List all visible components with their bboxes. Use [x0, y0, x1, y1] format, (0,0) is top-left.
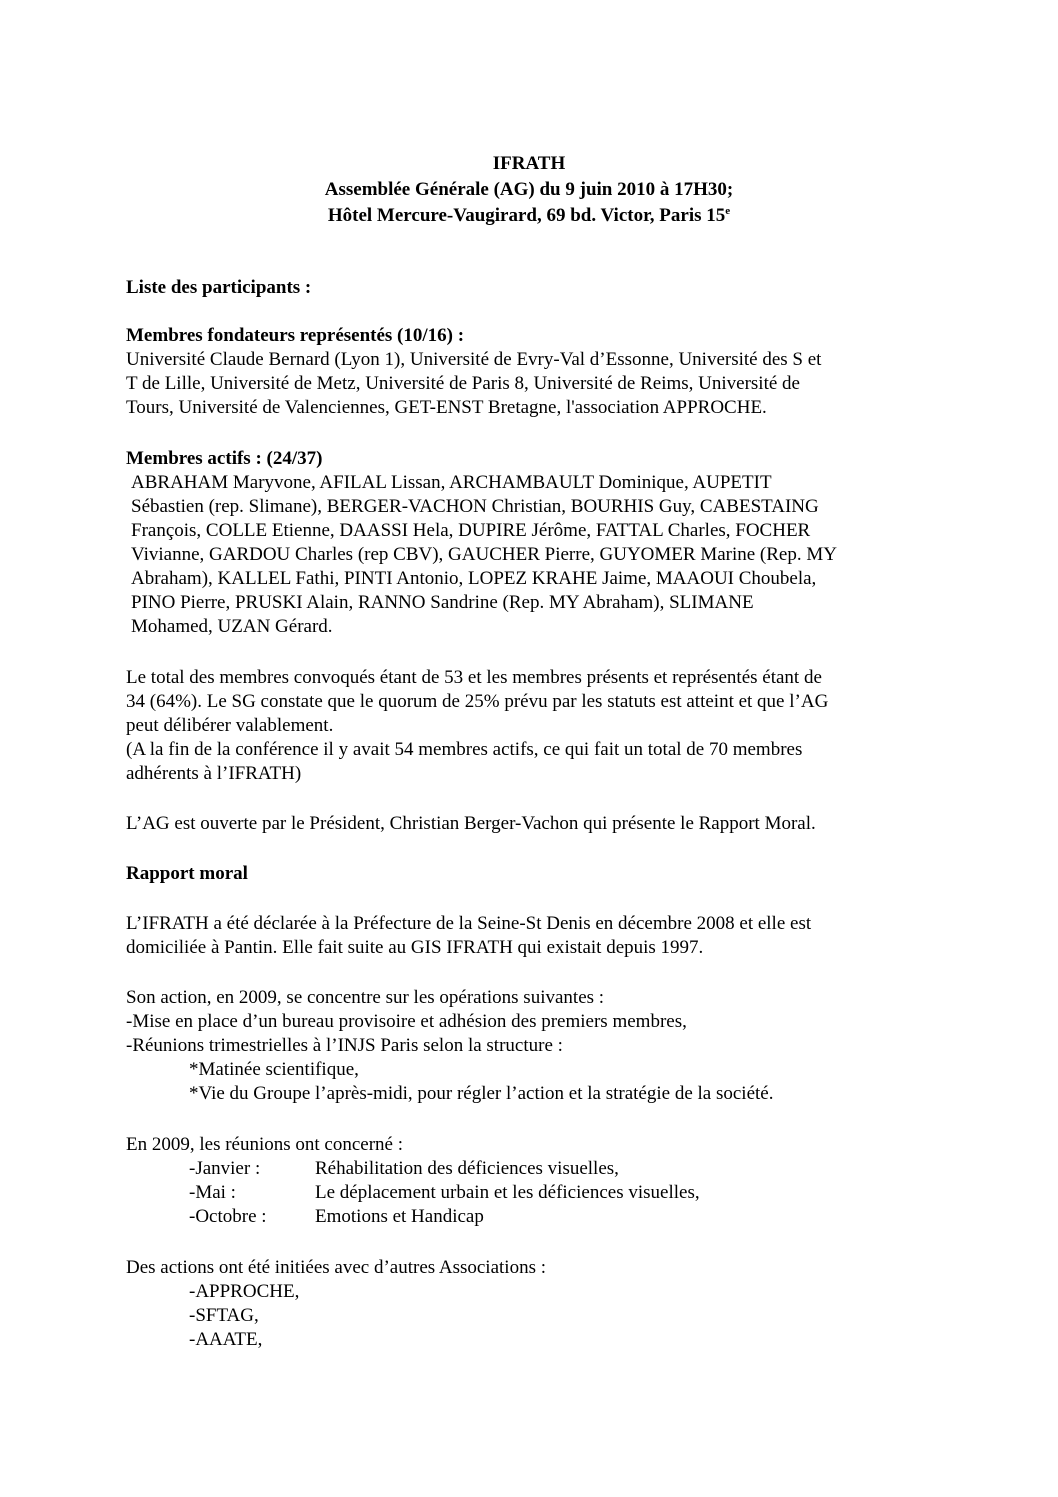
structure-item: *Vie du Groupe l’après-midi, pour régler l’action et la stratégie de la société.	[189, 1083, 774, 1104]
action-intro: Son action, en 2009, se concentre sur les opérations suivantes :	[126, 987, 605, 1008]
active-members-line: François, COLLE Etienne, DAASSI Hela, DUPIRE Jérôme, FATTAL Charles, FOCHER	[131, 520, 811, 541]
rapport-intro-line: L’IFRATH a été déclarée à la Préfecture de la Seine-St Denis en décembre 2008 et elle est	[126, 913, 812, 934]
meeting-month: -Octobre :	[189, 1206, 267, 1227]
rapport-heading: Rapport moral	[126, 863, 248, 884]
founders-heading: Membres fondateurs représentés (10/16) :	[126, 325, 465, 346]
association-item: -AAATE,	[189, 1329, 263, 1350]
meeting-row	[189, 1205, 484, 1229]
action-item: -Réunions trimestrielles à l’INJS Paris selon la structure :	[126, 1035, 563, 1056]
rapport-intro-line: domiciliée à Pantin. Elle fait suite au GIS IFRATH qui existait depuis 1997.	[126, 937, 704, 958]
active-members-line: ABRAHAM Maryvone, AFILAL Lissan, ARCHAMBAULT Dominique, AUPETIT	[131, 472, 772, 493]
quorum-line: 34 (64%). Le SG constate que le quorum de 25% prévu par les statuts est atteint et que l’AG	[126, 691, 829, 712]
active-members-heading: Membres actifs : (24/37)	[126, 448, 323, 469]
association-item: -APPROCHE,	[189, 1281, 300, 1302]
org-title: IFRATH	[492, 153, 566, 174]
meeting-month: -Mai :	[189, 1182, 236, 1203]
meeting-topic: Le déplacement urbain et les déficiences visuelles,	[315, 1182, 700, 1203]
active-members-line: Vivianne, GARDOU Charles (rep CBV), GAUCHER Pierre, GUYOMER Marine (Rep. MY	[131, 544, 837, 565]
association-item: -SFTAG,	[189, 1305, 259, 1326]
active-members-line: Sébastien (rep. Slimane), BERGER-VACHON Christian, BOURHIS Guy, CABESTAING	[131, 496, 819, 517]
active-members-line: PINO Pierre, PRUSKI Alain, RANNO Sandrine (Rep. MY Abraham), SLIMANE	[131, 592, 754, 613]
active-members-line: Mohamed, UZAN Gérard.	[131, 616, 333, 637]
venue-superscript: e	[725, 205, 731, 217]
meeting-title: Assemblée Générale (AG) du 9 juin 2010 à 17H30;	[324, 179, 734, 200]
meeting-month: -Janvier :	[189, 1158, 261, 1179]
opening-paragraph: L’AG est ouverte par le Président, Christian Berger-Vachon qui présente le Rapport Moral.	[126, 813, 816, 834]
structure-item: *Matinée scientifique,	[189, 1059, 359, 1080]
meeting-venue	[0, 203, 1058, 229]
meeting-topic: Emotions et Handicap	[315, 1206, 484, 1227]
quorum-line: adhérents à l’IFRATH)	[126, 763, 302, 784]
venue-text: Hôtel Mercure-Vaugirard, 69 bd. Victor, Paris 15	[327, 205, 726, 226]
meetings-intro: En 2009, les réunions ont concerné :	[126, 1134, 404, 1155]
quorum-line: (A la fin de la conférence il y avait 54 membres actifs, ce qui fait un total de 70 membres	[126, 739, 803, 760]
meeting-topic: Réhabilitation des déficiences visuelles,	[315, 1158, 619, 1179]
founders-line: T de Lille, Université de Metz, Université de Paris 8, Université de Reims, Université de	[126, 373, 800, 394]
action-item: -Mise en place d’un bureau provisoire et adhésion des premiers membres,	[126, 1011, 687, 1032]
quorum-line: peut délibérer valablement.	[126, 715, 334, 736]
meeting-row	[189, 1181, 700, 1205]
meeting-row	[189, 1157, 619, 1181]
founders-line: Université Claude Bernard (Lyon 1), Université de Evry-Val d’Essonne, Université des S et	[126, 349, 822, 370]
active-members-line: Abraham), KALLEL Fathi, PINTI Antonio, LOPEZ KRAHE Jaime, MAAOUI Choubela,	[131, 568, 817, 589]
participants-heading: Liste des participants :	[126, 277, 312, 298]
founders-line: Tours, Université de Valenciennes, GET-ENST Bretagne, l'association APPROCHE.	[126, 397, 767, 418]
associations-intro: Des actions ont été initiées avec d’autres Associations :	[126, 1257, 546, 1278]
quorum-line: Le total des membres convoqués étant de 53 et les membres présents et représentés étant de	[126, 667, 822, 688]
